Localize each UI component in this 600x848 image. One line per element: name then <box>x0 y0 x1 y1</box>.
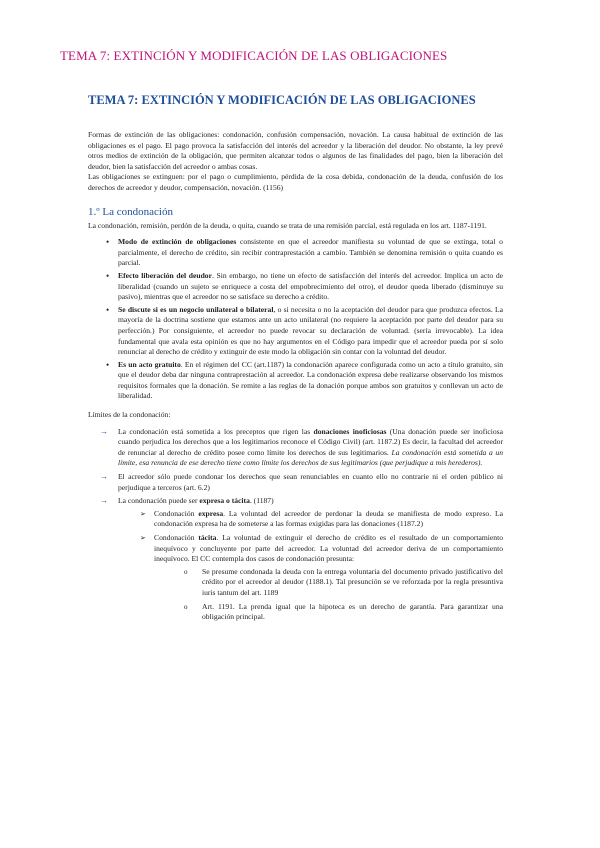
list-item <box>100 426 504 469</box>
list-item <box>184 566 503 599</box>
bullet-text: consistente en que el acreedor manifiesta su voluntad de que se extinga, total o parcialmente, el derecho de crédito, sin recibir contraprestación a cambio. También se denomina remisión o quita cuando es parcial. <box>118 237 503 268</box>
limit-bold: donaciones inoficiosas <box>313 426 387 436</box>
section-heading-condonacion: 1.º La condonación <box>88 205 173 218</box>
case-text: Se presume condonada la deuda con la entrega voluntaria del documento privado justificativo del crédito por el acreedor al deudor (1188.1). Tal presunción se ve reforzada por la regla presuntiva iuris tantum del art. 1189 <box>202 566 503 597</box>
type-text: . La voluntad del acreedor de perdonar la deuda se manifiesta de modo expreso. La condonación expresa ha de someterse a las formas exigidas para las donaciones (1187.2) <box>154 508 503 529</box>
document-body <box>88 130 503 626</box>
limits-list <box>88 427 503 623</box>
list-item <box>184 601 503 623</box>
bullet-text: , o si necesita o no la aceptación del deudor para que produzca efectos. La mayoría de la doctrina sostiene que estamos ante un acto unilateral (no requiere la aceptación por parte del deudor para su perfección.) Por consiguiente, el acreedor no puede revocar su declaración de voluntad. (sería irrevocable). La idea fundamental que avala esta opinión es que no hay argumentos en el Código para impedir que el acreedor pueda por sí solo renunciar al derecho de crédito y extinguir de este modo la obligación sin contar con la voluntad del deudor. <box>118 304 503 357</box>
type-text: . La voluntad de extinguir el derecho de crédito es el resultado de un comportamiento inequívoco y concluyente por parte del acreedor. La voluntad del acreedor deriva de un comportamiento inequívoco. El CC contempla dos casos de condonación presunta: <box>154 533 503 564</box>
list-item <box>118 237 503 269</box>
limit-text: La condonación puede ser <box>118 496 200 506</box>
case-text: Art. 1191. La prenda igual que la hipoteca es un derecho de garantía. Para garantizar una obligación principal. <box>202 601 503 622</box>
limit-text: (Una donación puede ser inoficiosa cuando perjudica los derechos que a los legitimarios reconoce el Código Civil) (art. 1187.2) Es decir, la facultad del acreedor de renunciar al derecho de crédito posee como límite los derechos de sus legitimarios. <box>118 426 503 457</box>
limit-text: La condonación está sometida a los preceptos que rigen las <box>118 426 314 436</box>
list-item <box>100 472 503 493</box>
circle-bullet-icon: o <box>184 602 188 611</box>
triangle-bullet-icon: ➢ <box>140 509 146 518</box>
condonation-types-list <box>118 509 503 623</box>
list-item <box>118 305 503 358</box>
arrow-right-icon: → <box>100 496 108 506</box>
document-title: TEMA 7: EXTINCIÓN Y MODIFICACIÓN DE LAS OBLIGACIONES <box>88 93 476 107</box>
bullet-lead: Se discute si es un negocio unilateral o bilateral <box>118 304 274 314</box>
intro-paragraph-2: Las obligaciones se extinguen: por el pago o cumplimiento, pérdida de la cosa debida, condonación de la deuda, confusión de los derechos de acreedor y deudor, compensación, novación. (1156) <box>88 172 503 192</box>
type-bold: tácita <box>198 533 217 542</box>
limits-label: Límites de la condonación: <box>88 410 171 420</box>
circle-bullet-icon: o <box>184 567 188 576</box>
arrow-right-icon: → <box>100 472 108 482</box>
limit-text: . (1187) <box>249 496 274 506</box>
section-intro: La condonación, remisión, perdón de la deuda, o quita, cuando se trata de una remisión parcial, está regulada en los art. 1187-1191. <box>88 220 487 230</box>
list-item <box>118 360 503 402</box>
bullet-lead: Es un acto gratuito <box>118 359 181 369</box>
intro-paragraph-1: Formas de extinción de las obligaciones: condonación, confusión compensación, novación. La causa habitual de extinción de las obligaciones es el pago. El pago provoca la satisfacción del interés del acreedor y la liberación del deudor. No obstante, la ley prevé otros medios de extinción de la obligación, que permiten alcanzar todos o algunos de las finalidades del pago, bien la liberación del deudor, bien la satisfacción del acreedor o ambas cosas. <box>88 130 503 171</box>
type-text: Condonación <box>154 533 199 542</box>
characteristics-list <box>88 237 503 402</box>
bullet-lead: Efecto liberación del deudor <box>118 270 212 280</box>
triangle-bullet-icon: ➢ <box>140 534 146 542</box>
list-item <box>100 496 503 623</box>
list-item <box>140 508 503 530</box>
limit-italic: La condonación está sometida a un límite, esa renuncia de ese derecho tiene como límite los derechos de sus legitimarios (que perjudique a mis herederos). <box>118 447 504 468</box>
limit-bold: expresa o tácita <box>199 496 250 506</box>
type-text: Condonación <box>154 508 199 518</box>
bullet-text: . En el régimen del CC (art.1187) la condonación aparece configurada como un acto a título gratuito, sin que el deudor deba dar ninguna contraprestación al acreedor. La condonación expresa debe realizarse observando los mismos requisitos formales que la donación. Se remite a las reglas de la donación porque ambos son gratuitos y conllevan un acto de liberalidad. <box>118 359 503 401</box>
list-item <box>118 271 503 303</box>
bullet-lead: Modo de extinción de obligaciones <box>118 237 237 247</box>
bullet-text: . Sin embargo, no tiene un efecto de satisfacción del interés del acreedor. Implica un acto de liberalidad (cuando un sujeto se enriquece a costa del empobrecimiento del otro), el deudor queda liberado (disminuye su pasivo), mientras que el acreedor no se satisface su derecho a crédito. <box>118 270 504 302</box>
limit-text: El acreedor sólo puede condonar los derechos que sean renunciables en cuanto ello no contraríe ni el orden público ni perjudique a terceros (art. 6.2) <box>118 472 503 492</box>
list-item <box>140 533 503 623</box>
type-bold: expresa <box>198 508 224 518</box>
presumed-cases-list <box>154 567 503 623</box>
arrow-right-icon: → <box>100 426 108 436</box>
page-header-title: TEMA 7: EXTINCIÓN Y MODIFICACIÓN DE LAS OBLIGACIONES <box>60 48 448 63</box>
